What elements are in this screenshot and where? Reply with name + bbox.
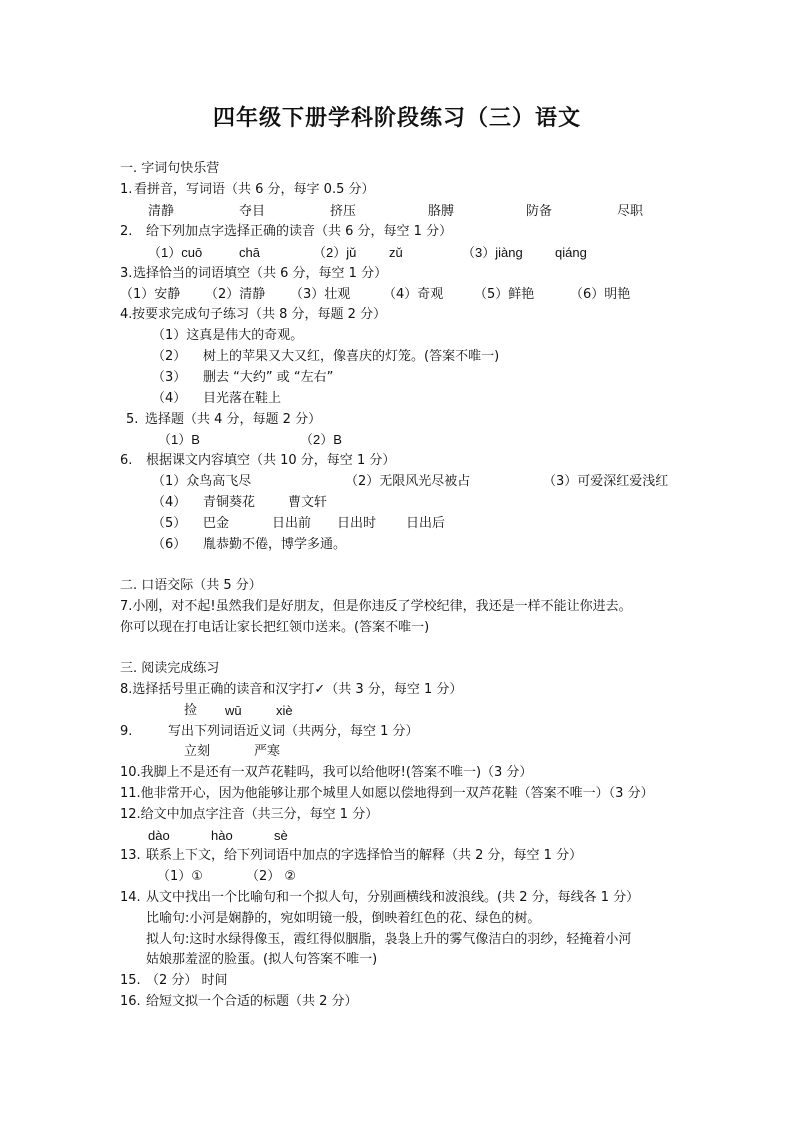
q4-answer-2-number: （2）	[152, 349, 187, 364]
q3-number: 3.	[120, 266, 133, 281]
q4-answer-4-number: （4）	[152, 391, 187, 406]
q4-answer-4: 目光落在鞋上	[203, 391, 282, 406]
q2-answer-2: （2）jǔ	[313, 245, 357, 260]
q14-prompt: 从文中找出一个比喻句和一个拟人句，分别画横线和波浪线。(共 2 分，每线各 1 分）	[146, 890, 640, 905]
q7-answer-line-1: 7.小刚，对不起!虽然我们是好朋友，但是你违反了学校纪律，我还是一样不能让你进去。	[120, 599, 632, 614]
q3-prompt: 选择恰当的词语填空（共 6 分，每空 1 分）	[133, 266, 388, 281]
q16-number: 16.	[120, 994, 141, 1009]
q5-answer-1: （1）B	[158, 432, 200, 447]
q6-answer-4a: 青铜葵花	[203, 495, 256, 510]
q3-option-3: （3）壮观	[290, 287, 351, 302]
q12-prompt: 12.给文中加点字注音（共三分，每空 1 分）	[120, 807, 379, 822]
q1-answer-4: 胳膊	[428, 204, 455, 219]
q2-prompt: 给下列加点字选择正确的读音（共 6 分，每空 1 分）	[146, 224, 453, 239]
q8-answer-3: xiè	[276, 703, 293, 718]
q14-answer-line-1: 比喻句:小河是娴静的，宛如明镜一般，倒映着红色的花、绿色的树。	[146, 911, 541, 926]
q2-number: 2.	[120, 224, 133, 239]
section-3-heading: 三. 阅读完成练习	[120, 661, 220, 676]
q1-answer-3: 挤压	[330, 204, 357, 219]
q4-number: 4.	[120, 307, 133, 322]
q6-answer-6: 胤恭勤不倦，博学多通。	[203, 537, 347, 552]
q9-number: 9.	[120, 724, 133, 739]
q3-option-2: （2）清静	[205, 287, 266, 302]
q10-answer: 10.我脚上不是还有一双芦花鞋吗，我可以给他呀!(答案不唯一)（3 分）	[120, 765, 533, 780]
q14-number: 14.	[120, 890, 141, 905]
q13-number: 13.	[120, 848, 141, 863]
q13-answer-1: （1）①	[157, 869, 203, 884]
q6-answer-4b: 曹文轩	[288, 495, 328, 510]
q4-answer-3-number: （3）	[152, 370, 187, 385]
q12-answer-1: dào	[148, 828, 170, 843]
q4-answer-1: （1）这真是伟大的奇观。	[152, 328, 304, 343]
q6-answer-1: （1）众鸟高飞尽	[152, 474, 252, 489]
q14-answer-line-3: 姑娘那羞涩的脸蛋。(拟人句答案不唯一)	[146, 952, 378, 967]
q2-answer-1b: chā	[239, 245, 260, 260]
q8-answer-1: 捡	[184, 703, 198, 718]
q2-answer-3b: qiáng	[555, 245, 587, 260]
q4-prompt: 按要求完成句子练习（共 8 分，每题 2 分）	[132, 307, 387, 322]
section-1-heading: 一. 字词句快乐营	[120, 161, 220, 176]
q6-answer-5-number: （5）	[152, 516, 187, 531]
q1-prompt: 看拼音，写词语（共 6 分，每字 0.5 分）	[134, 182, 375, 197]
q9-answer-2: 严寒	[254, 744, 281, 759]
page-title: 四年级下册学科阶段练习（三）语文	[212, 106, 581, 131]
section-2-heading: 二. 口语交际（共 5 分）	[120, 578, 262, 593]
q14-answer-line-2: 拟人句:这时水绿得像玉，霞红得似胭脂，袅袅上升的雾气像洁白的羽纱，轻掩着小河	[146, 932, 632, 947]
q13-answer-2: （2） ②	[246, 869, 297, 884]
q6-answer-5b: 日出前	[272, 516, 312, 531]
q1-answer-6: 尽职	[617, 204, 644, 219]
q2-answer-1: （1）cuō	[148, 245, 203, 260]
q1-number: 1.	[120, 182, 133, 197]
q6-answer-2: （2）无限风光尽被占	[345, 474, 471, 489]
q11-answer: 11.他非常开心，因为他能够让那个城里人如愿以偿地得到一双芦花鞋（答案不唯一）（3 分）	[120, 786, 654, 801]
q6-answer-6-number: （6）	[152, 537, 187, 552]
q7-answer-line-2: 你可以现在打电话让家长把红领巾送来。(答案不唯一)	[120, 620, 430, 635]
q3-option-6: （6）明艳	[570, 287, 631, 302]
q2-answer-3: （3）jiàng	[462, 245, 523, 260]
q9-prompt: 写出下列词语近义词（共两分，每空 1 分）	[168, 724, 419, 739]
q6-answer-5d: 日出后	[406, 516, 446, 531]
q6-answer-5a: 巴金	[203, 516, 230, 531]
q9-answer-1: 立刻	[184, 744, 211, 759]
q13-prompt: 联系上下文，给下列词语中加点的字选择恰当的解释（共 2 分，每空 1 分）	[146, 848, 583, 863]
q1-answer-2: 夺目	[239, 204, 266, 219]
q6-prompt: 根据课文内容填空（共 10 分，每空 1 分）	[146, 453, 396, 468]
q1-answer-5: 防备	[526, 204, 553, 219]
q5-prompt: 选择题（共 4 分，每题 2 分）	[145, 412, 322, 427]
q6-number: 6.	[120, 453, 133, 468]
q12-answer-3: sè	[274, 828, 288, 843]
q16-prompt: 给短文拟一个合适的标题（共 2 分）	[146, 994, 358, 1009]
q3-option-4: （4）奇观	[383, 287, 444, 302]
q3-option-5: （5）鲜艳	[474, 287, 535, 302]
q4-answer-2: 树上的苹果又大又红，像喜庆的灯笼。(答案不唯一)	[203, 349, 500, 364]
q6-answer-4-number: （4）	[152, 495, 187, 510]
q8-prompt: 8.选择括号里正确的读音和汉字打✓（共 3 分，每空 1 分）	[120, 682, 463, 697]
q15-answer: （2 分） 时间	[146, 973, 228, 988]
q6-answer-5c: 日出时	[337, 516, 377, 531]
q6-answer-3: （3）可爱深红爱浅红	[543, 474, 669, 489]
q1-answer-1: 清静	[148, 204, 175, 219]
q8-answer-2: wū	[225, 703, 242, 718]
q5-answer-2: （2）B	[300, 432, 342, 447]
q12-answer-2: hào	[211, 828, 233, 843]
q4-answer-3: 删去 “大约” 或 “左右”	[203, 370, 334, 385]
q2-answer-2b: zǔ	[389, 245, 403, 260]
q5-number: 5.	[126, 412, 139, 427]
q3-option-1: （1）安静	[120, 287, 181, 302]
q15-number: 15.	[120, 973, 141, 988]
